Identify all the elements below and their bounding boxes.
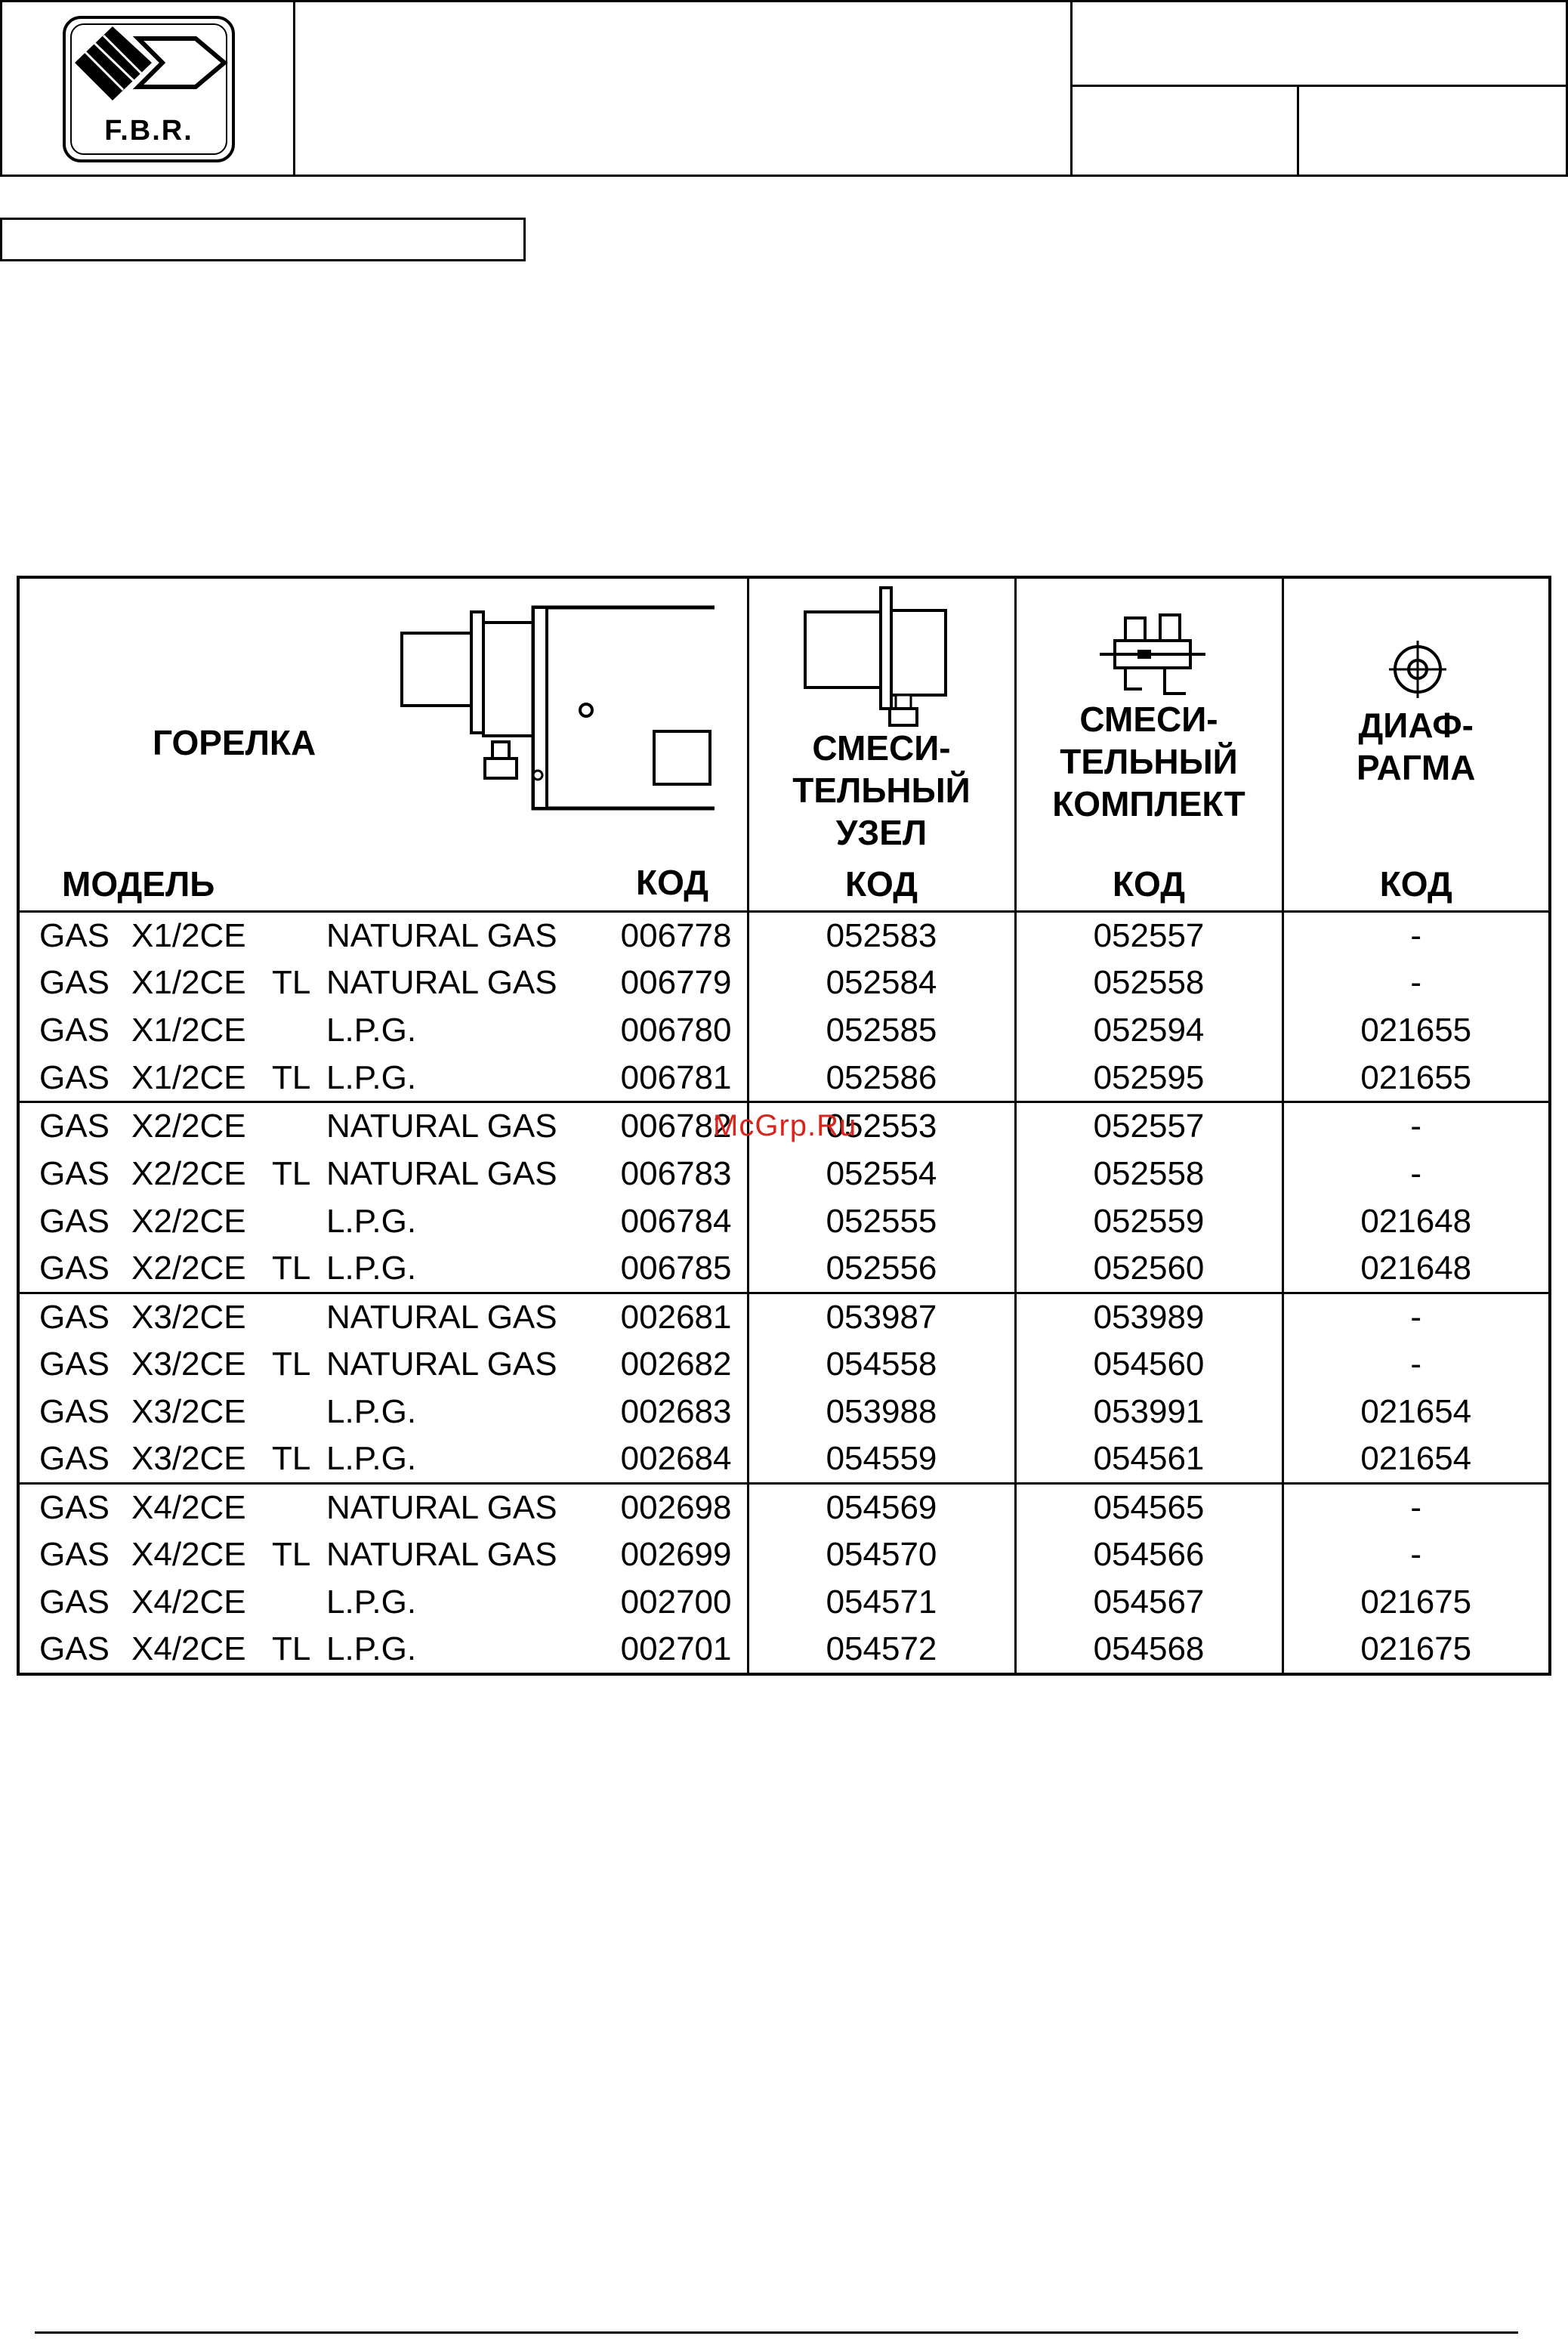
burner-cell: GAS X3/2CE TL NATURAL GAS 002682 xyxy=(18,1340,748,1388)
header-mixing-unit xyxy=(748,577,1015,912)
diaphragm-code: - xyxy=(1282,1484,1550,1531)
header-burner xyxy=(18,577,748,912)
table-row xyxy=(18,1435,1550,1483)
mixing-unit-code: 054559 xyxy=(748,1435,1015,1483)
burner-cell: GAS X3/2CE L.P.G. 002683 xyxy=(18,1388,748,1435)
table-row xyxy=(18,1579,1550,1627)
diaphragm-code: - xyxy=(1282,1102,1550,1150)
burner-cell: GAS X4/2CE NATURAL GAS 002698 xyxy=(18,1484,748,1531)
diaphragm-code: - xyxy=(1282,912,1550,959)
table-row xyxy=(18,1388,1550,1435)
burner-title: ГОРЕЛКА xyxy=(153,723,316,762)
burner-cell: GAS X1/2CE TL NATURAL GAS 006779 xyxy=(18,959,748,1007)
mixing-kit-code: 052557 xyxy=(1015,912,1282,959)
table-row xyxy=(18,1197,1550,1245)
mixing-unit-code: 052553 xyxy=(748,1102,1015,1150)
diaphragm-title: ДИАФ- РАГМА xyxy=(1357,706,1476,787)
burner-cell: GAS X2/2CE NATURAL GAS 006782 xyxy=(18,1102,748,1150)
table-row xyxy=(18,1007,1550,1055)
logo-cell xyxy=(2,2,295,175)
mixing-kit-code: 054560 xyxy=(1015,1340,1282,1388)
burner-cell: GAS X1/2CE TL L.P.G. 006781 xyxy=(18,1055,748,1102)
mixing-unit-code-label: КОД xyxy=(844,864,918,904)
mixing-kit-code: 054561 xyxy=(1015,1435,1282,1483)
table-row xyxy=(18,1531,1550,1579)
mixing-kit-code: 052595 xyxy=(1015,1055,1282,1102)
reference-box xyxy=(0,218,526,261)
burner-cell: GAS X1/2CE NATURAL GAS 006778 xyxy=(18,912,748,959)
mixing-unit-code: 052555 xyxy=(748,1197,1015,1245)
mixing-unit-code: 052554 xyxy=(748,1150,1015,1197)
watermark: McGrp.Ru xyxy=(713,1109,857,1142)
burner-cell: GAS X2/2CE TL L.P.G. 006785 xyxy=(18,1245,748,1293)
table-row xyxy=(18,1150,1550,1197)
mixing-unit-code: 053988 xyxy=(748,1388,1015,1435)
mixing-kit-code: 054567 xyxy=(1015,1579,1282,1627)
mixing-unit-code: 054572 xyxy=(748,1627,1015,1674)
mixing-kit-code: 053989 xyxy=(1015,1293,1282,1340)
mixing-kit-code-label: КОД xyxy=(1112,864,1186,904)
diaphragm-code: 021655 xyxy=(1282,1055,1550,1102)
logo-text: F.B.R. xyxy=(104,115,193,147)
table-row xyxy=(18,1627,1550,1674)
diaphragm-code-label: КОД xyxy=(1379,864,1452,904)
mixing-kit-code: 052558 xyxy=(1015,959,1282,1007)
table-row xyxy=(18,1055,1550,1102)
mixing-kit-code: 052559 xyxy=(1015,1197,1282,1245)
mixing-unit-code: 052586 xyxy=(748,1055,1015,1102)
diaphragm-code: 021675 xyxy=(1282,1579,1550,1627)
model-label: МОДЕЛЬ xyxy=(62,864,215,904)
burner-cell: GAS X2/2CE L.P.G. 006784 xyxy=(18,1197,748,1245)
diaphragm-code: 021675 xyxy=(1282,1627,1550,1674)
diaphragm-drawing-icon xyxy=(1387,639,1448,700)
mixing-kit-code: 054568 xyxy=(1015,1627,1282,1674)
burner-cell: GAS X1/2CE L.P.G. 006780 xyxy=(18,1007,748,1055)
mixing-unit-title: СМЕСИ- ТЕЛЬНЫЙ УЗЕЛ xyxy=(792,728,971,852)
diaphragm-code: - xyxy=(1282,959,1550,1007)
diaphragm-code: - xyxy=(1282,1531,1550,1579)
table-header-row xyxy=(18,577,1550,912)
table-row xyxy=(18,1293,1550,1340)
burner-cell: GAS X4/2CE TL NATURAL GAS 002699 xyxy=(18,1531,748,1579)
diaphragm-code: 021654 xyxy=(1282,1388,1550,1435)
header-cell-bottom-left xyxy=(1073,87,1299,175)
diaphragm-code: 021654 xyxy=(1282,1435,1550,1483)
mixing-unit-code: 054558 xyxy=(748,1340,1015,1388)
mixing-unit-code: 053987 xyxy=(748,1293,1015,1340)
mixing-kit-title: СМЕСИ- ТЕЛЬНЫЙ КОМПЛЕКТ xyxy=(1052,700,1245,823)
mixing-unit-code: 052556 xyxy=(748,1245,1015,1293)
mixing-kit-code: 052558 xyxy=(1015,1150,1282,1197)
mixing-unit-code: 052584 xyxy=(748,959,1015,1007)
burner-code-label: КОД xyxy=(636,863,709,903)
diaphragm-code: - xyxy=(1282,1293,1550,1340)
mixing-kit-code: 054566 xyxy=(1015,1531,1282,1579)
burner-cell: GAS X4/2CE TL L.P.G. 002701 xyxy=(18,1627,748,1674)
mixing-unit-code: 052585 xyxy=(748,1007,1015,1055)
header-mixing-kit xyxy=(1015,577,1282,912)
header-diaphragm xyxy=(1282,577,1550,912)
document-header xyxy=(0,0,1568,177)
diaphragm-code: 021648 xyxy=(1282,1245,1550,1293)
mixing-kit-code: 052594 xyxy=(1015,1007,1282,1055)
diaphragm-code: - xyxy=(1282,1150,1550,1197)
mixing-kit-code: 052557 xyxy=(1015,1102,1282,1150)
mixing-unit-code: 054570 xyxy=(748,1531,1015,1579)
mixing-unit-code: 052583 xyxy=(748,912,1015,959)
header-cell-top xyxy=(1073,2,1566,87)
mixing-unit-code: 054569 xyxy=(748,1484,1015,1531)
table-row xyxy=(18,1340,1550,1388)
mixing-kit-code: 054565 xyxy=(1015,1484,1282,1531)
mixing-kit-code: 052560 xyxy=(1015,1245,1282,1293)
burner-cell: GAS X3/2CE NATURAL GAS 002681 xyxy=(18,1293,748,1340)
header-info-cells xyxy=(1070,2,1566,175)
diaphragm-code: 021655 xyxy=(1282,1007,1550,1055)
diaphragm-code: 021648 xyxy=(1282,1197,1550,1245)
burner-cell: GAS X2/2CE TL NATURAL GAS 006783 xyxy=(18,1150,748,1197)
table-row xyxy=(18,1245,1550,1293)
burner-drawing-icon xyxy=(397,597,715,823)
burner-cell: GAS X4/2CE L.P.G. 002700 xyxy=(18,1579,748,1627)
table-row xyxy=(18,1484,1550,1531)
mixing-kit-drawing-icon xyxy=(1092,610,1213,709)
fbr-logo xyxy=(63,16,235,162)
burner-cell: GAS X3/2CE TL L.P.G. 002684 xyxy=(18,1435,748,1483)
table-row xyxy=(18,959,1550,1007)
mixing-unit-code: 054571 xyxy=(748,1579,1015,1627)
mixing-kit-code: 053991 xyxy=(1015,1388,1282,1435)
footer-rule xyxy=(35,2331,1518,2334)
table-row xyxy=(18,912,1550,959)
mixing-unit-drawing-icon xyxy=(802,585,953,728)
diaphragm-code: - xyxy=(1282,1340,1550,1388)
